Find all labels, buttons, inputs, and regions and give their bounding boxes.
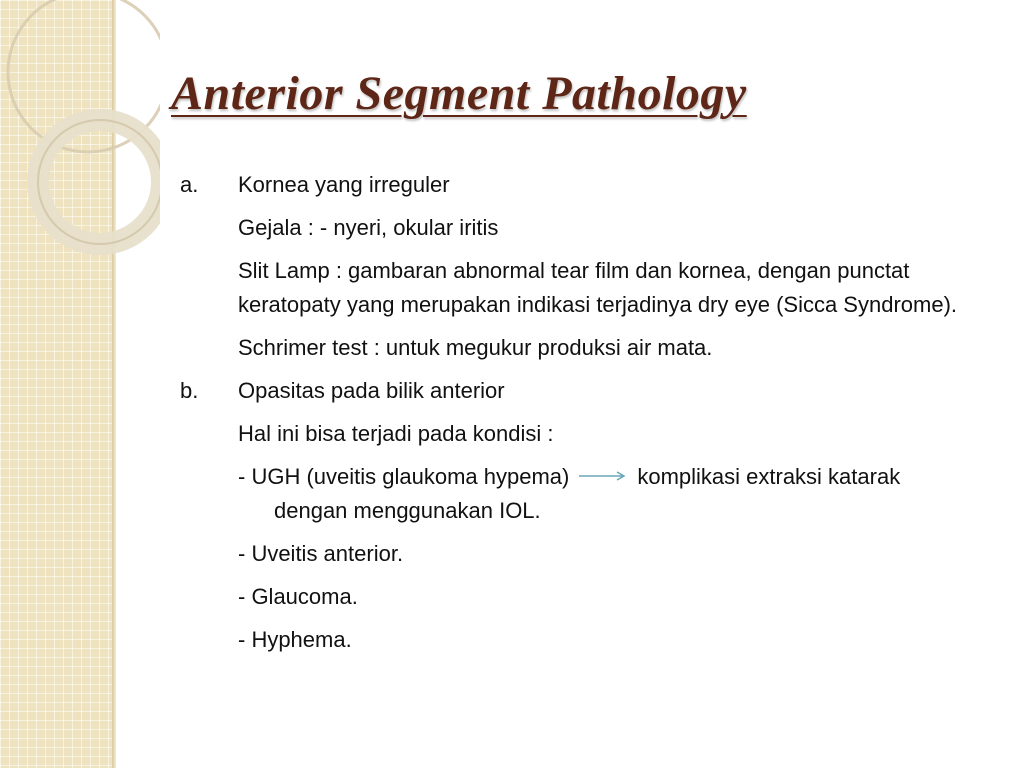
- list-item-b: [180, 374, 970, 408]
- list-item-a-heading: Kornea yang irreguler: [238, 172, 450, 197]
- slit-lamp-line: Slit Lamp : gambaran abnormal tear film dan kornea, dengan punctat keratopaty yang merupakan indikasi terjadinya dry eye (Sicca Syndrome).: [238, 258, 958, 317]
- list-marker-a: a.: [180, 172, 199, 197]
- slide-title: Anterior Segment Pathology: [171, 67, 747, 120]
- list-marker-b: b.: [180, 378, 199, 403]
- schrimer-line: Schrimer test : untuk megukur produksi air mata.: [238, 335, 713, 360]
- glaucoma-line: - Glaucoma.: [238, 584, 358, 609]
- ugh-right-text: komplikasi extraksi katarak dengan menggunakan IOL.: [274, 464, 901, 523]
- ugh-left-text: - UGH (uveitis glaukoma hypema): [238, 464, 570, 489]
- kondisi-line: Hal ini bisa terjadi pada kondisi :: [238, 421, 554, 446]
- ugh-line: [180, 460, 970, 528]
- decorative-rings: [0, 0, 160, 300]
- slide-content: [180, 168, 970, 666]
- uveitis-line: - Uveitis anterior.: [238, 541, 404, 566]
- hyphema-line: - Hyphema.: [238, 627, 352, 652]
- right-arrow-icon: [579, 470, 627, 482]
- list-item-b-heading: Opasitas pada bilik anterior: [238, 378, 505, 403]
- gejala-line: Gejala : - nyeri, okular iritis: [238, 215, 499, 240]
- list-item-a: [180, 168, 970, 202]
